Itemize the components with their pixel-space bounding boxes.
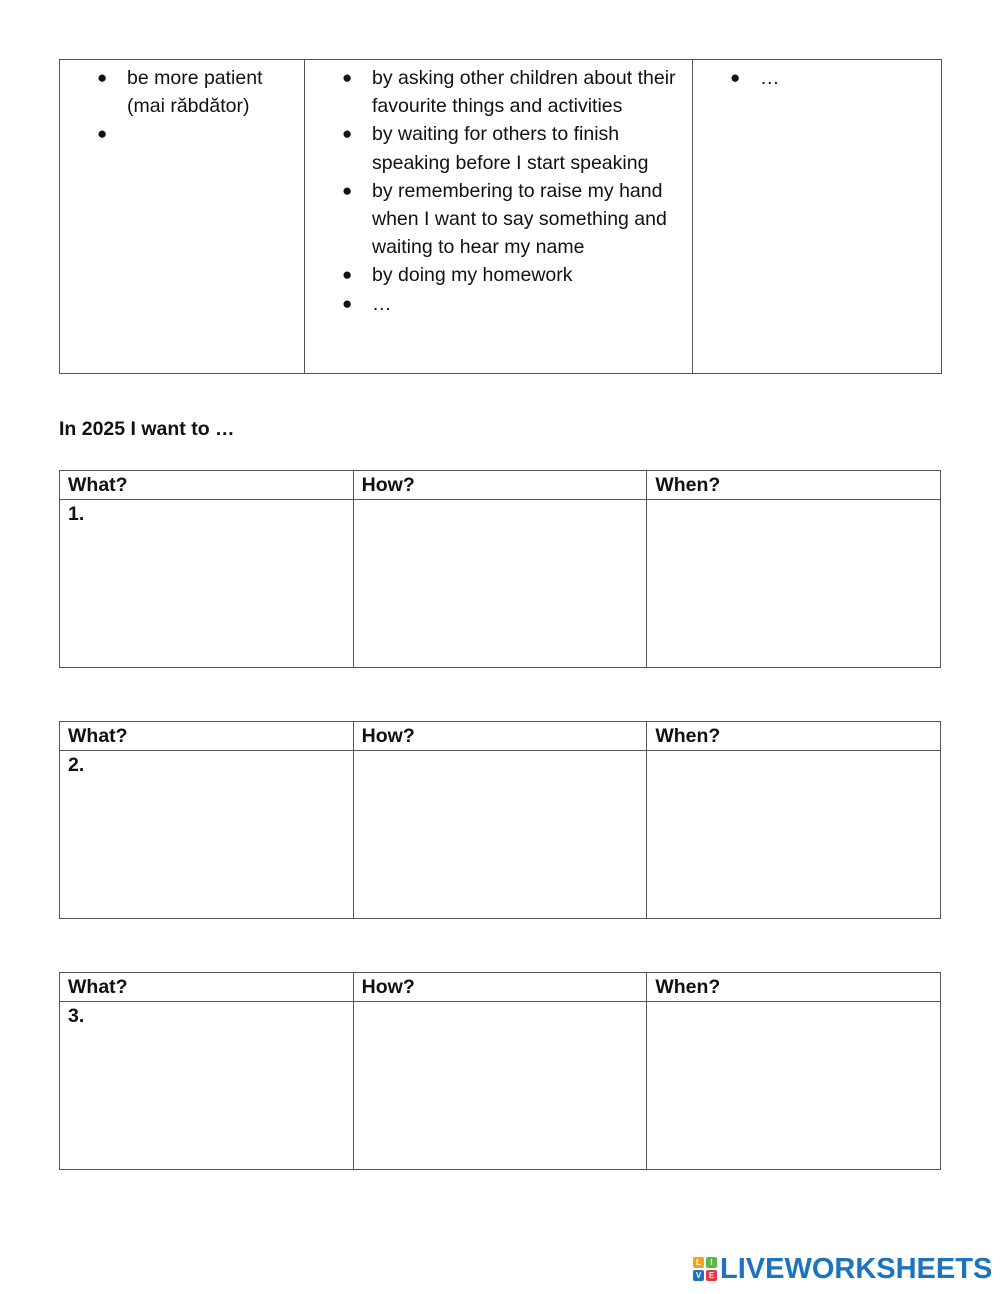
plan-table-1 [59,470,941,668]
method-column [305,60,693,374]
what-cell[interactable]: 1. [60,500,354,668]
liveworksheets-logo [693,1254,992,1284]
bullet-icon: ● [342,265,353,285]
how-cell[interactable] [353,1002,647,1170]
bullet-icon: ● [730,68,741,87]
section-heading: In 2025 I want to … [59,418,235,440]
how-cell[interactable] [353,751,647,919]
list-item [60,120,304,148]
when-header: When? [647,973,941,1002]
bullet-icon: ● [97,124,108,144]
when-cell[interactable] [647,500,941,668]
when-cell[interactable] [647,751,941,919]
what-header: What? [60,722,354,751]
how-header: How? [353,722,647,751]
list-item: ● … [305,290,692,318]
when-header: When? [647,722,941,751]
bullet-icon: ● [342,180,353,200]
what-header: What? [60,973,354,1002]
logo-text: LIVEWORKSHEETS [720,1252,993,1285]
bullet-icon: ● [97,68,108,87]
what-header: What? [60,471,354,500]
list-item: ● be more patient (mai răbdător) [60,64,304,120]
how-header: How? [353,973,647,1002]
list-item: ● by waiting for others to finish speaking before I start speaking [305,120,692,176]
what-cell[interactable]: 3. [60,1002,354,1170]
list-item: ● … [693,64,941,92]
bullet-icon: ● [342,124,353,144]
how-header: How? [353,471,647,500]
when-cell[interactable] [647,1002,941,1170]
time-column [693,60,942,374]
list-item: ● by remembering to raise my hand when I want to say something and waiting to hear my name [305,177,692,262]
when-header: When? [647,471,941,500]
list-item: ● by asking other children about their favourite things and activities [305,64,692,120]
plan-table-3 [59,972,941,1170]
list-item: ● by doing my homework [305,261,692,289]
what-cell[interactable]: 2. [60,751,354,919]
how-cell[interactable] [353,500,647,668]
bullet-icon: ● [342,68,353,87]
plan-table-2 [59,721,941,919]
previous-goals-table [59,59,942,374]
bullet-icon: ● [342,293,353,313]
goal-column [60,60,305,374]
logo-mark-icon: L I V E [693,1257,717,1281]
